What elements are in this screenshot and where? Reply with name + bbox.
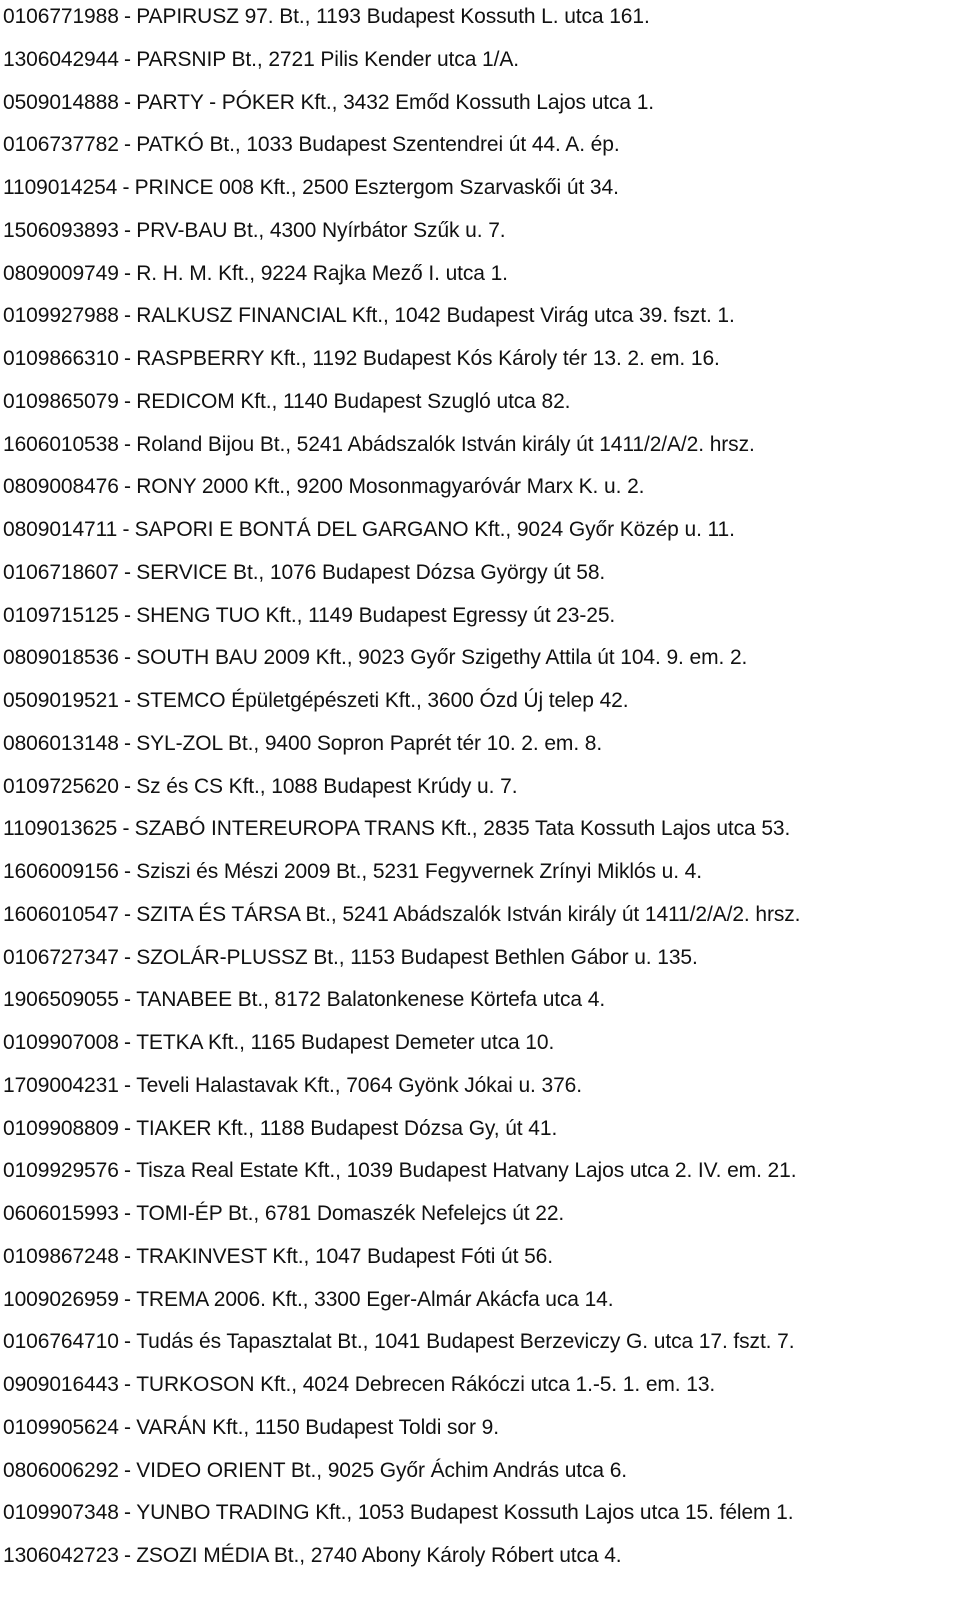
company-name-address: YUNBO TRADING Kft., 1053 Budapest Kossuth Lajos utca 15. félem 1.	[136, 1501, 794, 1525]
list-item	[3, 808, 800, 851]
registration-number: 0909016443	[3, 1373, 119, 1396]
company-name-address: REDICOM Kft., 1140 Budapest Szugló utca 82.	[136, 389, 571, 413]
list-item	[3, 82, 800, 125]
company-name-address: R. H. M. Kft., 9224 Rajka Mező I. utca 1.	[136, 261, 508, 285]
separator: -	[124, 731, 131, 755]
company-name-address: PRINCE 008 Kft., 2500 Esztergom Szarvaskői út 34.	[134, 176, 619, 199]
company-name-address: TOMI-ÉP Bt., 6781 Domaszék Nefelejcs út 22.	[136, 1202, 565, 1225]
company-name-address: VARÁN Kft., 1150 Budapest Toldi sor 9.	[136, 1415, 499, 1439]
registration-number: 0809018536	[3, 646, 119, 670]
list-item	[3, 1236, 800, 1279]
separator: -	[124, 432, 131, 456]
company-name-address: SERVICE Bt., 1076 Budapest Dózsa György út 58.	[136, 560, 606, 584]
separator: -	[124, 1373, 131, 1396]
company-name-address: PARSNIP Bt., 2721 Pilis Kender utca 1/A.	[136, 47, 519, 71]
list-item	[3, 253, 800, 296]
list-item	[3, 1492, 800, 1535]
company-name-address: PAPIRUSZ 97. Bt., 1193 Budapest Kossuth L. utca 161.	[136, 5, 650, 28]
list-item	[3, 1450, 800, 1493]
registration-number: 0109907008	[3, 1031, 119, 1054]
separator: -	[124, 1501, 131, 1525]
registration-number: 1906509055	[3, 988, 119, 1012]
registration-number: 1009026959	[3, 1287, 119, 1311]
list-item	[3, 680, 800, 723]
registration-number: 0509019521	[3, 689, 119, 712]
company-name-address: TRAKINVEST Kft., 1047 Budapest Fóti út 56.	[136, 1244, 553, 1268]
separator: -	[124, 304, 131, 328]
registration-number: 1606010538	[3, 432, 119, 456]
separator: -	[124, 774, 131, 798]
separator: -	[124, 5, 131, 28]
registration-number: 0106727347	[3, 945, 119, 969]
separator: -	[124, 1202, 131, 1225]
list-item	[3, 723, 800, 766]
company-name-address: RALKUSZ FINANCIAL Kft., 1042 Budapest Virág utca 39. fszt. 1.	[136, 304, 735, 328]
list-item	[3, 1150, 800, 1193]
registration-number: 0109905624	[3, 1415, 119, 1439]
registration-number: 0106764710	[3, 1330, 119, 1354]
list-item	[3, 424, 800, 467]
company-name-address: PATKÓ Bt., 1033 Budapest Szentendrei út 44. A. ép.	[136, 133, 620, 157]
registration-number: 0509014888	[3, 90, 119, 114]
company-name-address: RASPBERRY Kft., 1192 Budapest Kós Károly tér 13. 2. em. 16.	[136, 347, 720, 370]
separator: -	[122, 176, 130, 199]
company-name-address: Roland Bijou Bt., 5241 Abádszalók István király út 1411/2/A/2. hrsz.	[136, 432, 755, 456]
registration-number: 0106771988	[3, 5, 119, 28]
separator: -	[124, 945, 131, 969]
registration-number: 0109908809	[3, 1116, 119, 1140]
separator: -	[124, 1244, 131, 1268]
list-item	[3, 637, 800, 680]
company-name-address: SZOLÁR-PLUSSZ Bt., 1153 Budapest Bethlen Gábor u. 135.	[136, 945, 698, 969]
registration-number: 0809014711	[3, 518, 118, 541]
company-name-address: PRV-BAU Bt., 4300 Nyírbátor Szűk u. 7.	[136, 218, 506, 242]
separator: -	[124, 603, 131, 627]
list-item	[3, 937, 800, 980]
list-item	[3, 1108, 800, 1151]
registration-number: 0809009749	[3, 261, 119, 285]
list-item	[3, 1321, 800, 1364]
company-name-address: SYL-ZOL Bt., 9400 Sopron Paprét tér 10. 2. em. 8.	[136, 731, 603, 755]
separator: -	[124, 90, 131, 114]
registration-number: 0806013148	[3, 731, 119, 755]
separator: -	[124, 988, 131, 1012]
registration-number: 0109867248	[3, 1244, 119, 1268]
company-name-address: Tudás és Tapasztalat Bt., 1041 Budapest Berzeviczy G. utca 17. fszt. 7.	[136, 1330, 795, 1354]
list-item	[3, 1279, 800, 1322]
registration-number: 1109013625	[3, 817, 118, 841]
registration-number: 0109865079	[3, 389, 119, 413]
company-list	[3, 0, 800, 1578]
registration-number: 1606009156	[3, 860, 119, 883]
separator: -	[124, 47, 131, 71]
company-name-address: PARTY - PÓKER Kft., 3432 Emőd Kossuth Lajos utca 1.	[136, 90, 655, 114]
list-item	[3, 1022, 800, 1065]
registration-number: 0109927988	[3, 304, 119, 328]
separator: -	[124, 1116, 131, 1140]
company-name-address: SHENG TUO Kft., 1149 Budapest Egressy út 23-25.	[136, 603, 616, 627]
registration-number: 0106718607	[3, 560, 119, 584]
list-item	[3, 1065, 800, 1108]
company-name-address: TREMA 2006. Kft., 3300 Eger-Almár Akácfa uca 14.	[136, 1287, 614, 1311]
separator: -	[122, 817, 130, 841]
company-name-address: Sz és CS Kft., 1088 Budapest Krúdy u. 7.	[136, 774, 518, 798]
list-item	[3, 0, 800, 39]
separator: -	[124, 347, 131, 370]
registration-number: 1606010547	[3, 902, 119, 926]
company-name-address: TETKA Kft., 1165 Budapest Demeter utca 10.	[136, 1031, 555, 1054]
registration-number: 0109907348	[3, 1501, 119, 1525]
registration-number: 0109866310	[3, 347, 119, 370]
list-item	[3, 295, 800, 338]
company-name-address: SOUTH BAU 2009 Kft., 9023 Győr Szigethy Attila út 104. 9. em. 2.	[136, 646, 748, 670]
company-name-address: SAPORI E BONTÁ DEL GARGANO Kft., 9024 Győr Közép u. 11.	[134, 518, 735, 541]
company-name-address: STEMCO Épületgépészeti Kft., 3600 Ózd Új telep 42.	[136, 689, 629, 712]
separator: -	[124, 1544, 131, 1567]
list-item	[3, 1535, 800, 1578]
list-item	[3, 509, 800, 552]
list-item	[3, 466, 800, 509]
separator: -	[124, 1073, 131, 1097]
separator: -	[124, 860, 131, 883]
registration-number: 0109715125	[3, 603, 119, 627]
registration-number: 0806006292	[3, 1458, 119, 1482]
registration-number: 0809008476	[3, 475, 119, 499]
separator: -	[124, 261, 131, 285]
separator: -	[124, 218, 131, 242]
separator: -	[124, 689, 131, 712]
company-name-address: Tisza Real Estate Kft., 1039 Budapest Hatvany Lajos utca 2. IV. em. 21.	[136, 1159, 797, 1183]
list-item	[3, 766, 800, 809]
registration-number: 1109014254	[3, 176, 118, 199]
list-item	[3, 894, 800, 937]
separator: -	[124, 560, 131, 584]
list-item	[3, 39, 800, 82]
list-item	[3, 595, 800, 638]
separator: -	[124, 1458, 131, 1482]
company-name-address: Sziszi és Mészi 2009 Bt., 5231 Fegyvernek Zrínyi Miklós u. 4.	[136, 860, 702, 883]
list-item	[3, 1193, 800, 1236]
separator: -	[124, 646, 131, 670]
separator: -	[122, 518, 130, 541]
list-item	[3, 338, 800, 381]
separator: -	[124, 133, 131, 157]
company-name-address: RONY 2000 Kft., 9200 Mosonmagyaróvár Marx K. u. 2.	[136, 475, 645, 499]
list-item	[3, 1364, 800, 1407]
separator: -	[124, 475, 131, 499]
company-name-address: TURKOSON Kft., 4024 Debrecen Rákóczi utca 1.-5. 1. em. 13.	[136, 1373, 716, 1396]
registration-number: 1306042723	[3, 1544, 119, 1567]
list-item	[3, 1407, 800, 1450]
separator: -	[124, 1415, 131, 1439]
list-item	[3, 552, 800, 595]
registration-number: 0106737782	[3, 133, 119, 157]
separator: -	[124, 389, 131, 413]
company-name-address: Teveli Halastavak Kft., 7064 Gyönk Jókai u. 376.	[136, 1073, 582, 1097]
list-item	[3, 851, 800, 894]
registration-number: 1709004231	[3, 1073, 119, 1097]
list-item	[3, 979, 800, 1022]
list-item	[3, 210, 800, 253]
separator: -	[124, 1159, 131, 1183]
company-name-address: ZSOZI MÉDIA Bt., 2740 Abony Károly Róbert utca 4.	[136, 1544, 622, 1567]
registration-number: 0606015993	[3, 1202, 119, 1225]
list-item	[3, 167, 800, 210]
registration-number: 0109725620	[3, 774, 119, 798]
registration-number: 0109929576	[3, 1159, 119, 1183]
company-name-address: SZABÓ INTEREUROPA TRANS Kft., 2835 Tata Kossuth Lajos utca 53.	[134, 817, 791, 841]
separator: -	[124, 1031, 131, 1054]
company-name-address: VIDEO ORIENT Bt., 9025 Győr Áchim András utca 6.	[136, 1458, 628, 1482]
registration-number: 1506093893	[3, 218, 119, 242]
separator: -	[124, 1330, 131, 1354]
separator: -	[124, 902, 131, 926]
separator: -	[124, 1287, 131, 1311]
company-name-address: SZITA ÉS TÁRSA Bt., 5241 Abádszalók István király út 1411/2/A/2. hrsz.	[136, 902, 801, 926]
company-name-address: TIAKER Kft., 1188 Budapest Dózsa Gy, út 41.	[136, 1116, 558, 1140]
registration-number: 1306042944	[3, 47, 119, 71]
list-item	[3, 381, 800, 424]
list-item	[3, 124, 800, 167]
company-name-address: TANABEE Bt., 8172 Balatonkenese Körtefa utca 4.	[136, 988, 606, 1012]
